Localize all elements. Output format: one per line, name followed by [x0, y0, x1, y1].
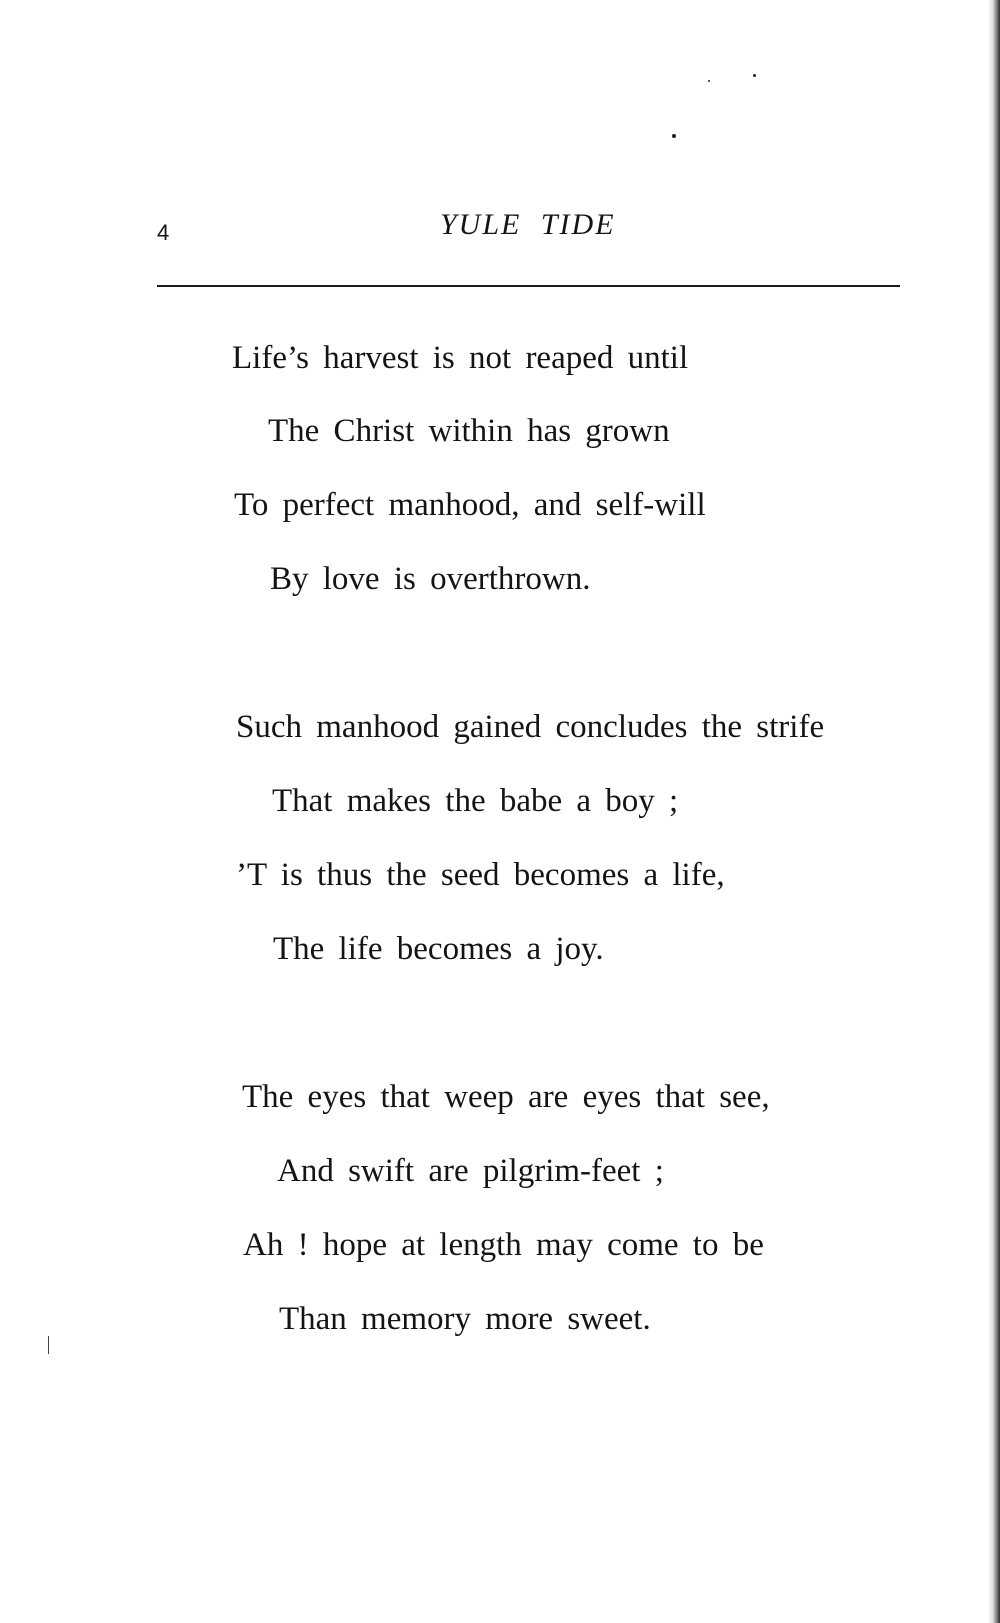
- scan-speck: [672, 134, 676, 138]
- scan-mark: [48, 1336, 49, 1354]
- running-title: YULE TIDE: [440, 208, 616, 241]
- verse-line: The life becomes a joy.: [273, 931, 604, 967]
- verse-line: The eyes that weep are eyes that see,: [242, 1079, 770, 1115]
- verse-line: That makes the babe a boy ;: [272, 783, 679, 819]
- verse-line: Such manhood gained concludes the strife: [236, 709, 825, 745]
- verse-line: The Christ within has grown: [268, 413, 670, 449]
- verse-line: By love is overthrown.: [270, 561, 591, 597]
- verse-line: ’T is thus the seed becomes a life,: [236, 857, 725, 893]
- scan-speck: [753, 74, 756, 77]
- header-rule: [157, 285, 900, 287]
- verse-line: Life’s harvest is not reaped until: [232, 340, 689, 376]
- verse-line: And swift are pilgrim-feet ;: [277, 1153, 664, 1189]
- verse-line: To perfect manhood, and self-will: [234, 487, 706, 523]
- scan-speck: [708, 80, 710, 82]
- verse-line: Than memory more sweet.: [279, 1301, 651, 1337]
- page-edge-shadow: [988, 0, 1000, 1623]
- verse-line: Ah ! hope at length may come to be: [243, 1227, 764, 1263]
- page-number: 4: [157, 220, 170, 245]
